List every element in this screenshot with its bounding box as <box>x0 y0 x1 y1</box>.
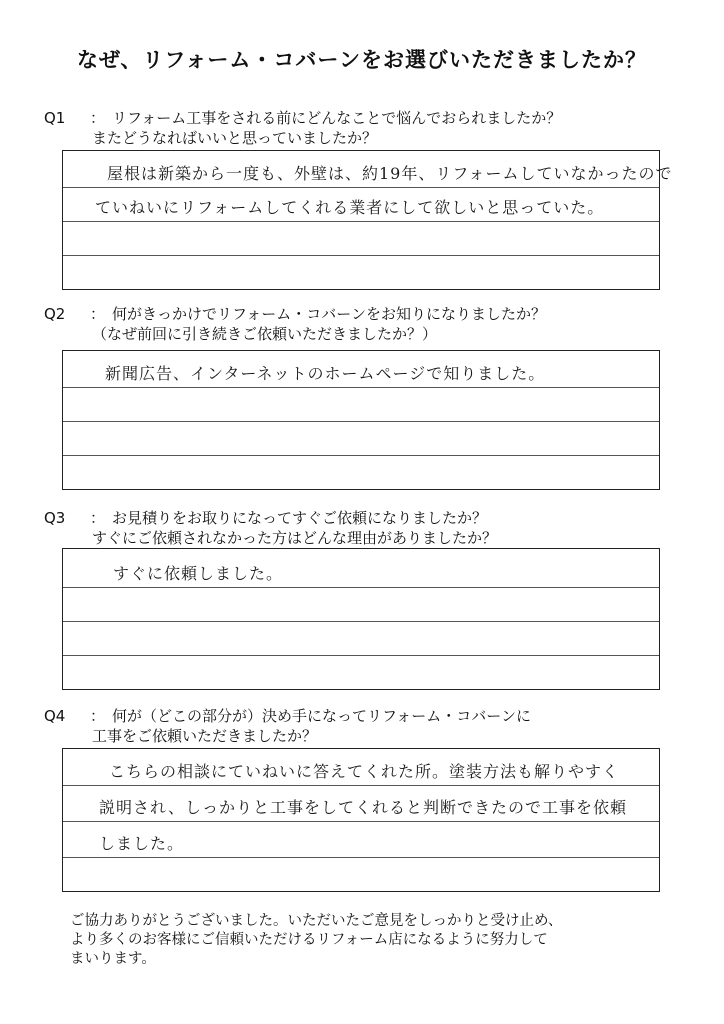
answer-line: 新聞広告、インターネットのホームページで知りました。 <box>105 364 546 383</box>
question-2 <box>44 304 546 344</box>
ruled-line <box>63 821 659 822</box>
closing-line: より多くのお客様にご信頼いただけるリフォーム店になるように努力して <box>70 932 548 948</box>
question-4 <box>44 706 531 746</box>
question-text: リフォーム工事をされる前にどんなことで悩んでおられましたか？ <box>112 109 562 127</box>
closing-line: ご協力ありがとうございました。いただいたご意見をしっかりと受け止め、 <box>70 913 563 929</box>
answer-line: すぐに依頼しました。 <box>113 564 284 583</box>
question-text-line2: （なぜ前回に引き続きご依頼いただきましたか？） <box>92 325 438 343</box>
question-separator: ： <box>90 305 106 323</box>
ruled-line <box>63 621 659 622</box>
ruled-line <box>63 255 659 256</box>
question-text-line2: またどうなればいいと思っていましたか？ <box>92 129 378 147</box>
ruled-line <box>63 455 659 456</box>
question-number: Q3 <box>44 509 66 527</box>
question-text: 何が（どこの部分が）決め手になってリフォーム・コバーンに <box>112 707 531 725</box>
answer-box-4 <box>62 748 660 892</box>
question-separator: ： <box>90 109 106 127</box>
ruled-line <box>63 655 659 656</box>
question-text: お見積りをお取りになってすぐご依頼になりましたか？ <box>112 509 488 527</box>
ruled-line <box>63 221 659 222</box>
page-title: なぜ、リフォーム・コバーンをお選びいただきましたか？ <box>77 48 647 72</box>
answer-box-1 <box>62 150 673 290</box>
closing-message <box>70 912 562 969</box>
question-number: Q4 <box>44 707 66 725</box>
answer-line: 説明され、しっかりと工事をしてくれると判断できたので工事を依頼 <box>99 798 627 817</box>
question-separator: ： <box>90 707 106 725</box>
ruled-line <box>63 857 659 858</box>
question-text-line2: 工事をご依頼いただきましたか？ <box>92 727 318 745</box>
ruled-line <box>63 187 659 188</box>
question-number: Q2 <box>44 305 66 323</box>
ruled-line <box>63 421 659 422</box>
ruled-line <box>63 387 659 388</box>
answer-line: しました。 <box>99 834 185 853</box>
question-3 <box>44 508 497 548</box>
answer-box-3 <box>62 548 660 690</box>
question-number: Q1 <box>44 109 66 127</box>
ruled-line <box>63 785 659 786</box>
closing-line: まいります。 <box>70 951 156 967</box>
question-separator: ： <box>90 509 106 527</box>
question-1 <box>44 108 561 148</box>
answer-line: 屋根は新築から一度も、外壁は、約19年、リフォームしていなかったので <box>107 164 673 183</box>
ruled-line <box>63 587 659 588</box>
question-text: 何がきっかけでリフォーム・コバーンをお知りになりましたか？ <box>112 305 546 323</box>
answer-line: ていねいにリフォームしてくれる業者にして欲しいと思っていた。 <box>95 198 605 217</box>
answer-line: こちらの相談にていねいに答えてくれた所。塗装方法も解りやすく <box>109 762 620 781</box>
answer-box-2 <box>62 350 660 490</box>
question-text-line2: すぐにご依頼されなかった方はどんな理由がありましたか？ <box>92 529 498 547</box>
